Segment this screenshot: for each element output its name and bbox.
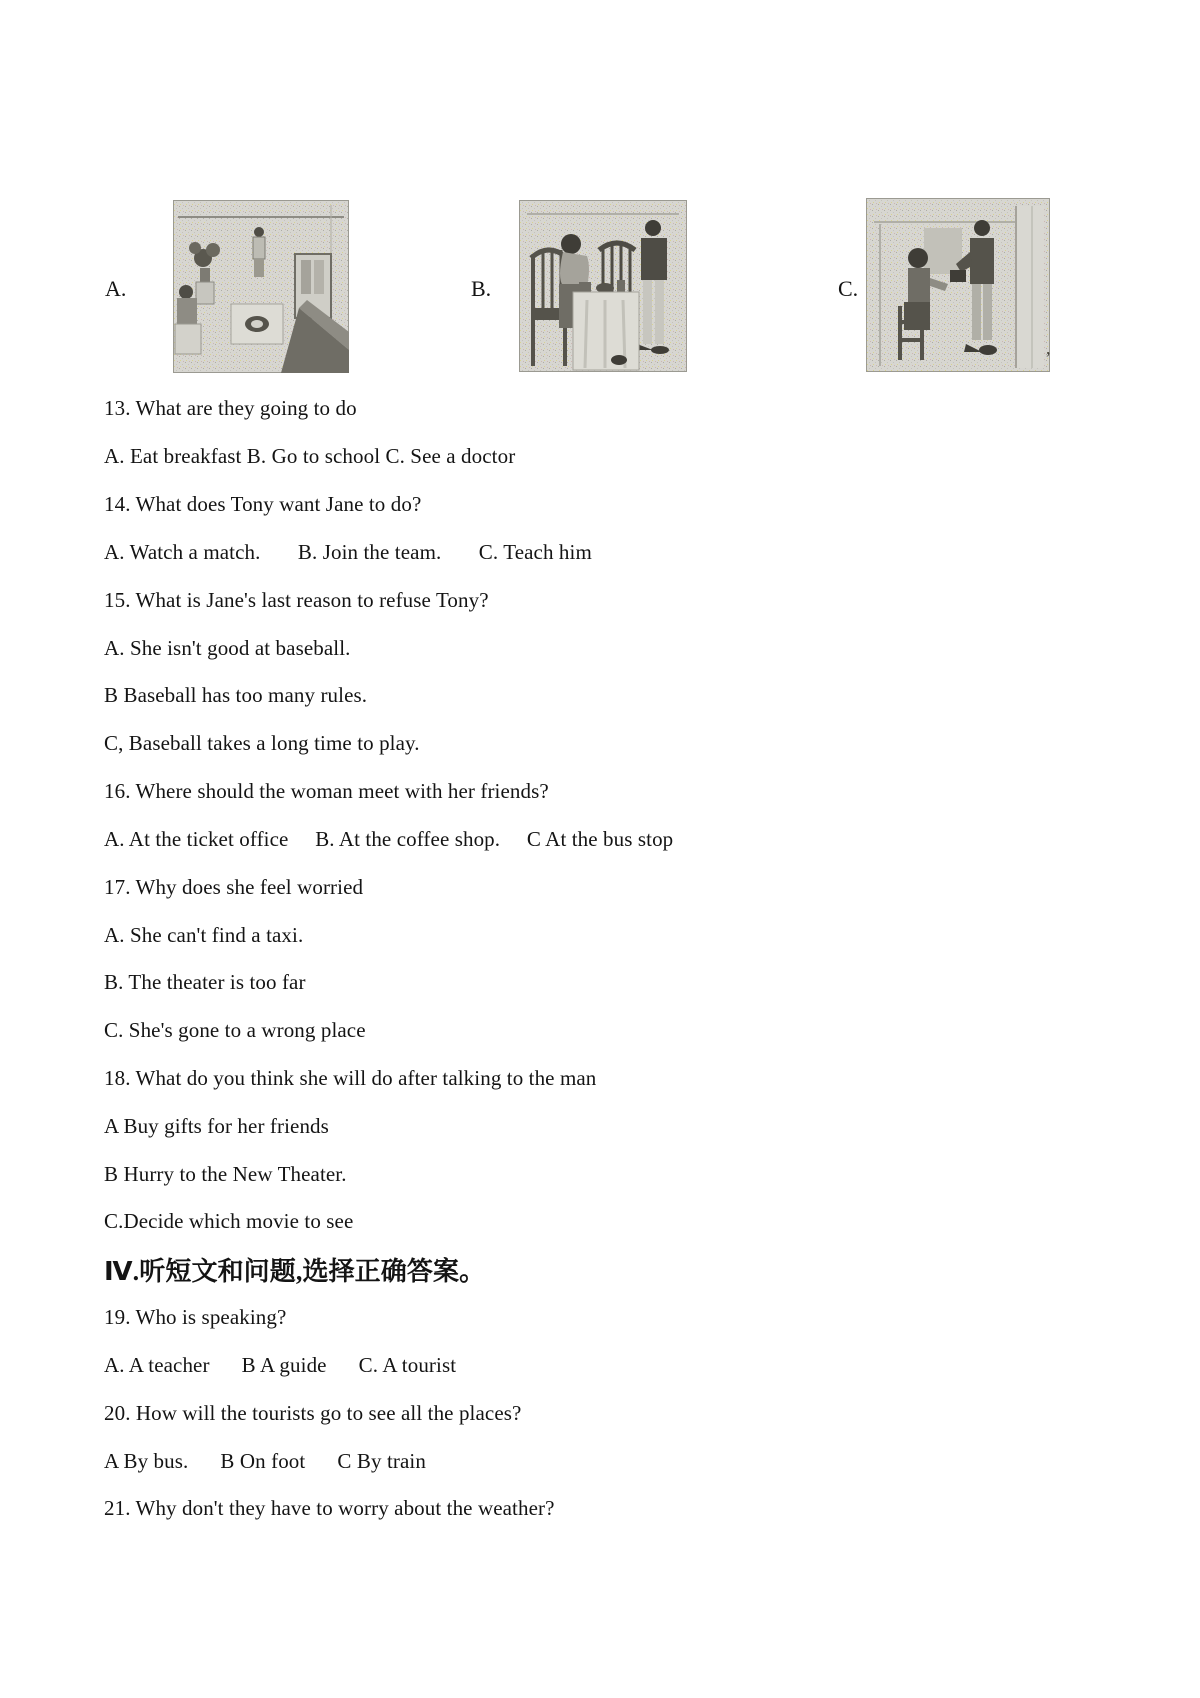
question-line: 18. What do you think she will do after talking to the man <box>104 1066 597 1090</box>
document-lines <box>104 385 1104 1533</box>
option-line: A. Eat breakfast B. Go to school C. See a doctor <box>104 444 516 469</box>
picture-option-c <box>866 198 1050 372</box>
option-line: A. At the ticket office B. At the coffee shop. C At the bus stop <box>104 826 674 851</box>
question-line: 15. What is Jane's last reason to refuse Tony? <box>104 587 489 612</box>
question-line: 21. Why don't they have to worry about the weather? <box>104 1496 555 1521</box>
option-line: A. She isn't good at baseball. <box>104 635 351 660</box>
option-line: A By bus. B On foot C By train <box>104 1448 426 1473</box>
picture-option-b <box>519 200 687 372</box>
option-line: C, Baseball takes a long time to play. <box>104 731 420 756</box>
option-line: A. A teacher B A guide C. A tourist <box>104 1352 457 1377</box>
picture-option-c-label: C. <box>838 276 859 301</box>
option-line: B. The theater is too far <box>104 970 306 995</box>
picture-option-b-label: B. <box>471 276 492 301</box>
question-line: 13. What are they going to do <box>104 396 357 421</box>
option-line: B Hurry to the New Theater. <box>104 1161 347 1186</box>
question-line: 17. Why does she feel worried <box>104 874 364 899</box>
living-room-scene-icon <box>173 200 349 373</box>
option-line: B Baseball has too many rules. <box>104 683 368 708</box>
question-line: 16. Where should the woman meet with her friends? <box>104 779 549 804</box>
scan-artifact: , <box>1046 338 1051 358</box>
question-line: 14. What does Tony want Jane to do? <box>104 492 422 517</box>
option-line: A. Watch a match. B. Join the team. C. Teach him <box>104 539 592 564</box>
question-line: 19. Who is speaking? <box>104 1305 287 1330</box>
doctor-office-scene-icon <box>866 198 1050 372</box>
picture-option-a-label: A. <box>105 276 127 301</box>
section-header: Ⅳ.听短文和问题,选择正确答案。 <box>104 1257 486 1287</box>
option-line: C.Decide which movie to see <box>104 1209 354 1234</box>
option-line: A. She can't find a taxi. <box>104 922 304 947</box>
family-dining-scene-icon <box>519 200 687 372</box>
picture-option-a <box>173 200 349 373</box>
question-line: 20. How will the tourists go to see all the places? <box>104 1400 522 1425</box>
option-line: A Buy gifts for her friends <box>104 1113 329 1138</box>
option-line: C. She's gone to a wrong place <box>104 1018 366 1043</box>
